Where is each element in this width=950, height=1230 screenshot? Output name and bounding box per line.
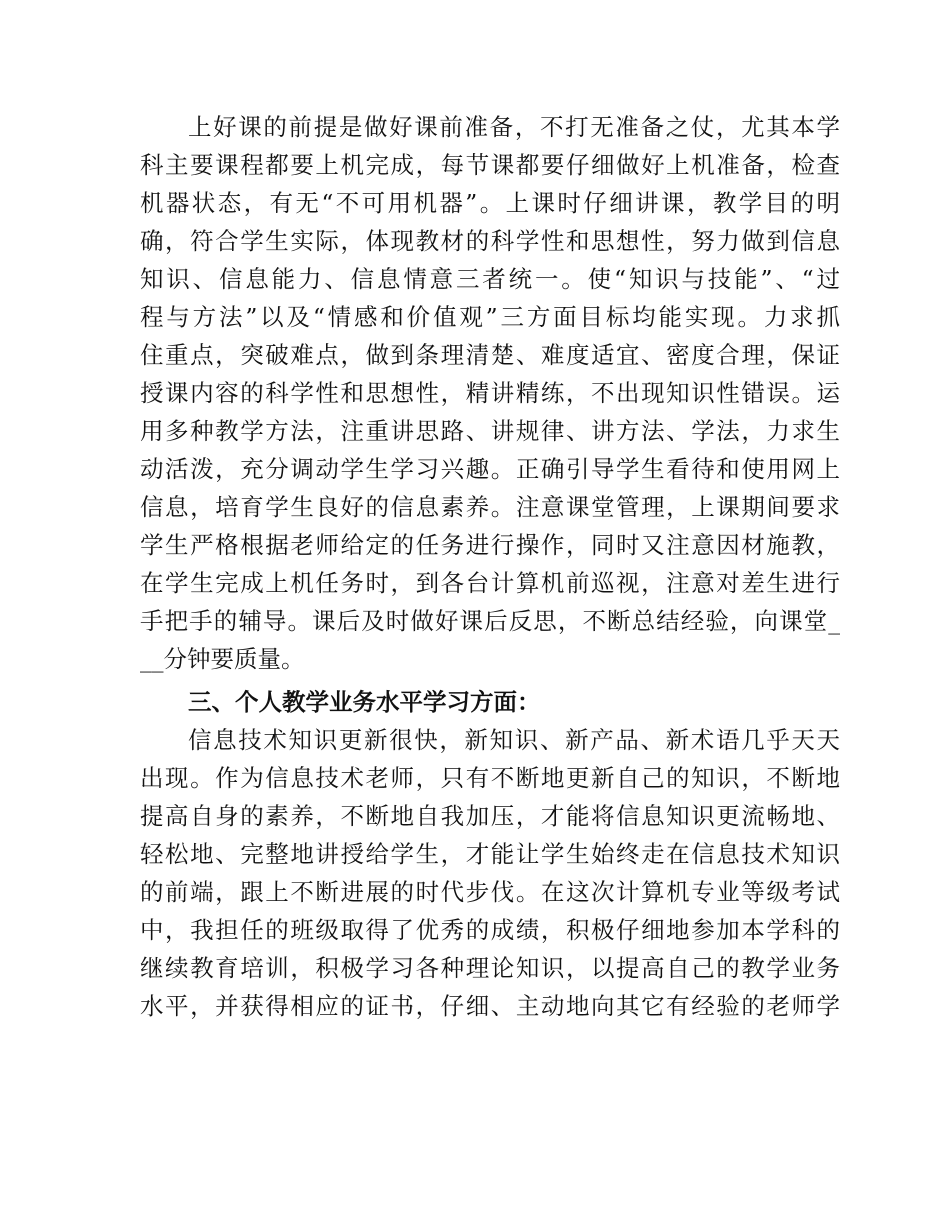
paragraph-line: 信息，培育学生良好的信息素养。注意课堂管理，上课期间要求 bbox=[140, 493, 840, 521]
paragraph-line: 程与方法”以及“情感和价值观”三方面目标均能实现。力求抓 bbox=[140, 303, 840, 331]
paragraph-line: 信息技术知识更新很快，新知识、新产品、新术语几乎天天 bbox=[188, 726, 840, 754]
section-heading: 三、个人教学业务水平学习方面： bbox=[188, 688, 541, 716]
paragraph-line: __分钟要质量。 bbox=[140, 645, 305, 673]
paragraph-line: 继续教育培训，积极学习各种理论知识，以提高自己的教学业务 bbox=[140, 954, 840, 982]
paragraph-line: 中，我担任的班级取得了优秀的成绩，积极仔细地参加本学科的 bbox=[140, 916, 840, 944]
paragraph-line: 确，符合学生实际，体现教材的科学性和思想性，努力做到信息 bbox=[140, 227, 840, 255]
paragraph-line: 住重点，突破难点，做到条理清楚、难度适宜、密度合理，保证 bbox=[140, 341, 840, 369]
paragraph-line: 的前端，跟上不断进展的时代步伐。在这次计算机专业等级考试 bbox=[140, 878, 840, 906]
paragraph-line: 水平，并获得相应的证书，仔细、主动地向其它有经验的老师学 bbox=[140, 992, 840, 1020]
paragraph-line: 用多种教学方法，注重讲思路、讲规律、讲方法、学法，力求生 bbox=[140, 417, 840, 445]
paragraph-line: 动活泼，充分调动学生学习兴趣。正确引导学生看待和使用网上 bbox=[140, 455, 840, 483]
paragraph-line: 提高自身的素养，不断地自我加压，才能将信息知识更流畅地、 bbox=[140, 802, 840, 830]
paragraph-line: 机器状态，有无“不可用机器”。上课时仔细讲课，教学目的明 bbox=[140, 189, 840, 217]
paragraph-line: 手把手的辅导。课后及时做好课后反思，不断总结经验，向课堂_ bbox=[140, 607, 840, 635]
paragraph-line: 轻松地、完整地讲授给学生，才能让学生始终走在信息技术知识 bbox=[140, 840, 840, 868]
paragraph-line: 出现。作为信息技术老师，只有不断地更新自己的知识，不断地 bbox=[140, 764, 840, 792]
paragraph-line: 在学生完成上机任务时，到各台计算机前巡视，注意对差生进行 bbox=[140, 569, 840, 597]
paragraph-line: 学生严格根据老师给定的任务进行操作，同时又注意因材施教， bbox=[140, 531, 840, 559]
paragraph-line: 知识、信息能力、信息情意三者统一。使“知识与技能”、“过 bbox=[140, 265, 840, 293]
paragraph-line: 科主要课程都要上机完成，每节课都要仔细做好上机准备，检查 bbox=[140, 151, 840, 179]
paragraph-line: 上好课的前提是做好课前准备，不打无准备之仗，尤其本学 bbox=[188, 113, 840, 141]
paragraph-line: 授课内容的科学性和思想性，精讲精练，不出现知识性错误。运 bbox=[140, 379, 840, 407]
